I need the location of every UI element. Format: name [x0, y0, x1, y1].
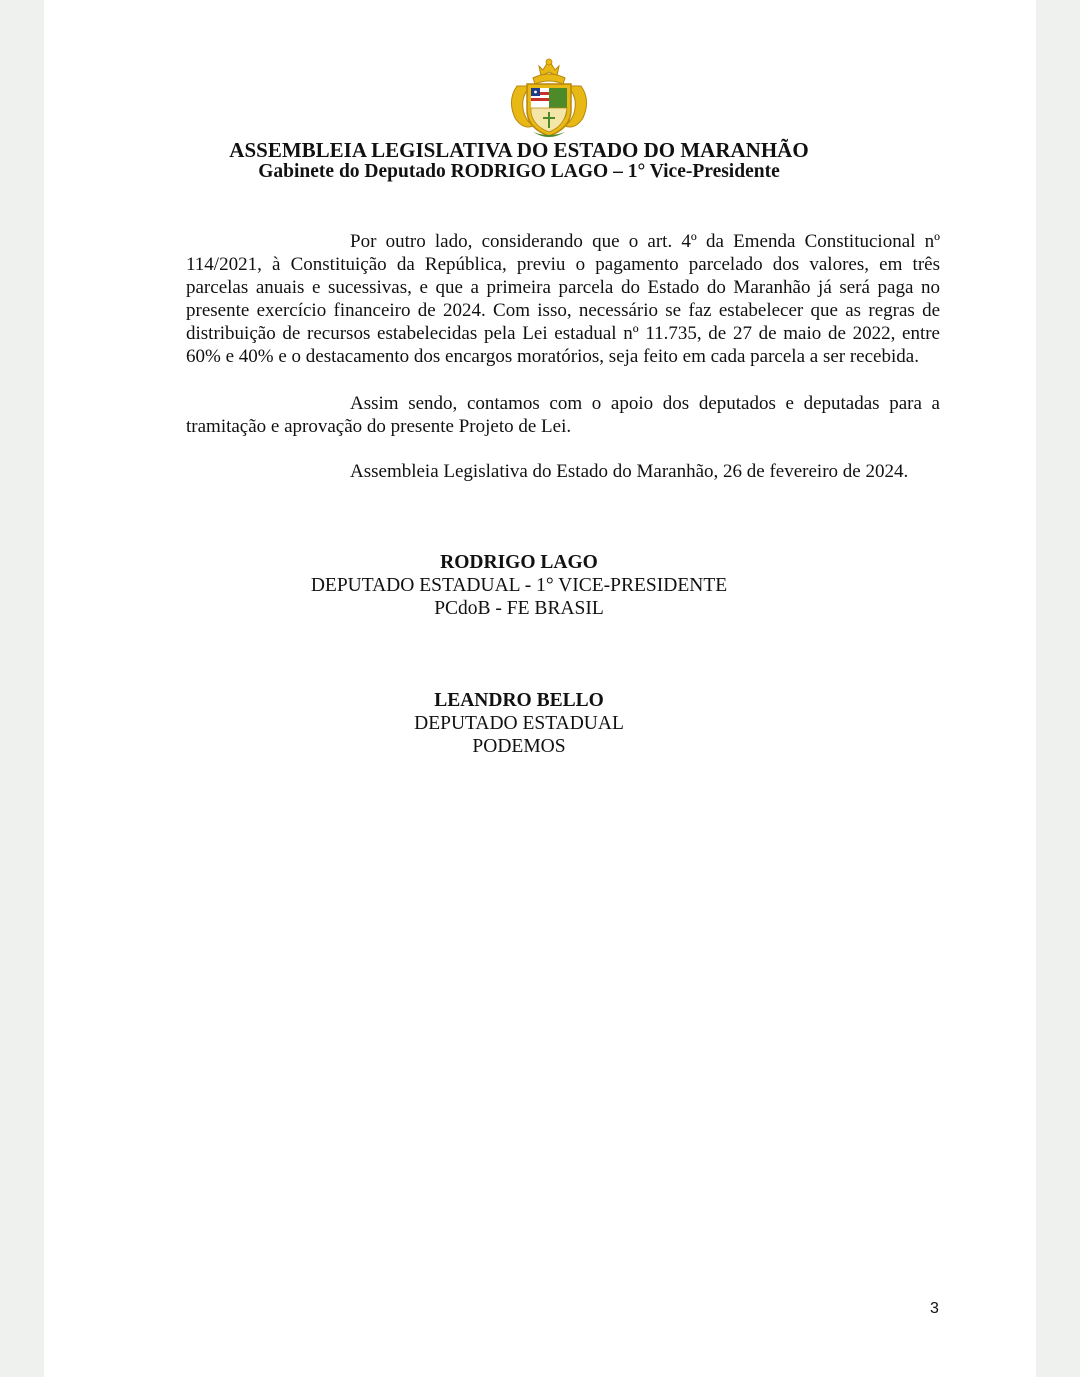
signature-block	[0, 689, 1038, 758]
closing-date-line: Assembleia Legislativa do Estado do Maranhão, 26 de fevereiro de 2024.	[350, 461, 909, 482]
signer-title: DEPUTADO ESTADUAL - 1° VICE-PRESIDENTE	[310, 575, 728, 596]
office-subtitle: Gabinete do Deputado RODRIGO LAGO – 1° Vice-Presidente	[258, 161, 780, 182]
body-paragraph: Assim sendo, contamos com o apoio dos deputados e deputadas para a tramitação e aprovação do presente Projeto de Lei.	[186, 393, 940, 437]
state-coat-of-arms-icon	[503, 56, 595, 140]
page-number: 3	[930, 1300, 939, 1317]
signer-title: DEPUTADO ESTADUAL	[414, 713, 624, 734]
document-page	[44, 0, 1036, 1377]
signer-party: PCdoB - FE BRASIL	[434, 598, 604, 619]
signer-party: PODEMOS	[472, 736, 566, 757]
signer-name: RODRIGO LAGO	[440, 552, 598, 573]
institution-title: ASSEMBLEIA LEGISLATIVA DO ESTADO DO MARANHÃO	[229, 138, 809, 162]
signature-block	[0, 551, 1038, 620]
body-paragraph: Por outro lado, considerando que o art. 4º da Emenda Constitucional nº 114/2021, à Constituição da República, previu o pagamento parcelado dos valores, em três parcelas anuais e sucessivas, e que a primeira parcela do Estado do Maranhão já será paga no presente exercício financeiro de 2024. Com isso, necessário se faz estabelecer que as regras de distribuição de recursos estabelecidas pela Lei estadual nº 11.735, de 27 de maio de 2022, entre 60% e 40% e o destacamento dos encargos moratórios, seja feito em cada parcela a ser recebida.	[186, 231, 940, 367]
signer-name: LEANDRO BELLO	[434, 690, 604, 711]
